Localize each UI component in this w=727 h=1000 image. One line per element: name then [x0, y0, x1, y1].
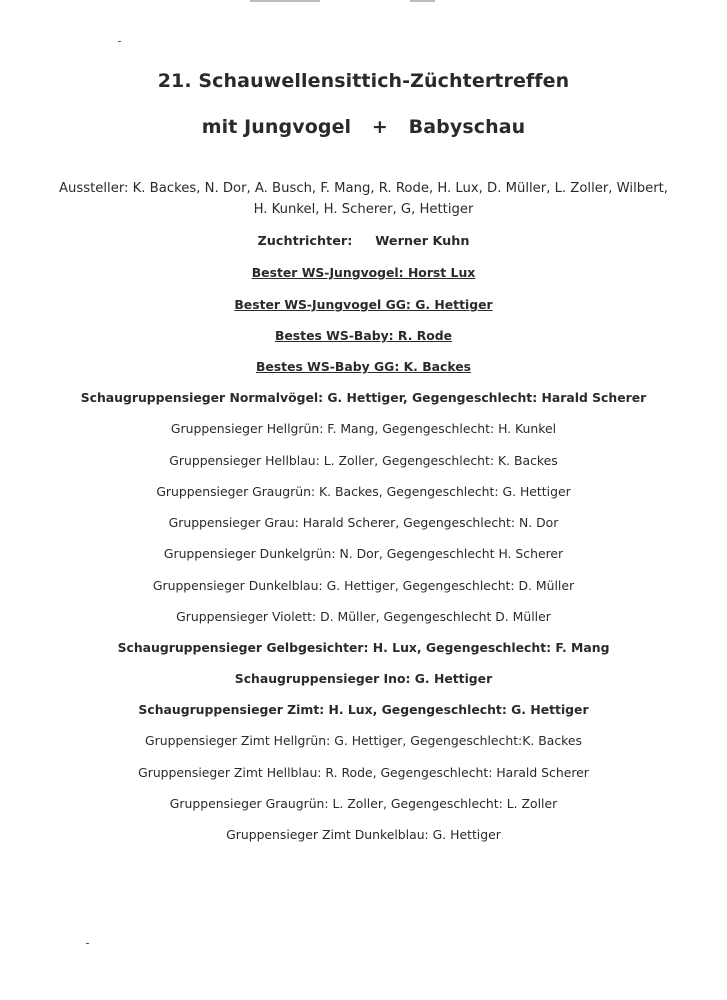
award-line: Schaugruppensieger Normalvögel: G. Hettiger, Gegengeschlecht: Harald Scherer — [80, 390, 647, 405]
scan-mark — [250, 0, 320, 2]
award-line: Gruppensieger Dunkelgrün: N. Dor, Gegengeschlecht H. Scherer — [163, 546, 564, 561]
award-line: Bester WS-Jungvogel: Horst Lux — [251, 265, 476, 280]
award-line: Gruppensieger Hellgrün: F. Mang, Gegengeschlecht: H. Kunkel — [170, 421, 557, 436]
document-subtitle — [0, 116, 727, 138]
scan-speck — [86, 943, 89, 944]
judge-name: Werner Kuhn — [375, 234, 470, 249]
award-line: Bestes WS-Baby GG: K. Backes — [255, 359, 472, 374]
scan-mark — [410, 0, 435, 2]
subtitle-right: Babyschau — [408, 116, 526, 138]
judge-label: Zuchtrichter: — [257, 234, 353, 249]
award-line: Gruppensieger Graugrün: L. Zoller, Gegengeschlecht: L. Zoller — [169, 796, 558, 811]
award-line: Bester WS-Jungvogel GG: G. Hettiger — [234, 297, 493, 312]
exhibitors-line-2: H. Kunkel, H. Scherer, G, Hettiger — [253, 202, 474, 217]
document-title: 21. Schauwellensittich-Züchtertreffen — [157, 70, 570, 92]
award-line: Gruppensieger Dunkelblau: G. Hettiger, Gegengeschlecht: D. Müller — [152, 578, 575, 593]
award-line: Gruppensieger Hellblau: L. Zoller, Gegengeschlecht: K. Backes — [169, 453, 558, 468]
award-line: Bestes WS-Baby: R. Rode — [274, 328, 453, 343]
award-line: Gruppensieger Zimt Dunkelblau: G. Hettiger — [226, 827, 501, 842]
award-line: Gruppensieger Zimt Hellgrün: G. Hettiger, Gegengeschlecht:K. Backes — [145, 733, 582, 748]
award-line: Gruppensieger Violett: D. Müller, Gegengeschlecht D. Müller — [176, 609, 551, 624]
award-line: Schaugruppensieger Gelbgesichter: H. Lux, Gegengeschlecht: F. Mang — [117, 640, 610, 655]
award-line: Schaugruppensieger Ino: G. Hettiger — [234, 671, 493, 686]
judge-line — [0, 234, 727, 249]
scan-speck — [118, 41, 121, 42]
subtitle-plus: + — [371, 116, 388, 138]
award-line: Gruppensieger Zimt Hellblau: R. Rode, Gegengeschlecht: Harald Scherer — [138, 765, 589, 780]
subtitle-left: mit Jungvogel — [201, 116, 352, 138]
exhibitors-line-1: Aussteller: K. Backes, N. Dor, A. Busch, F. Mang, R. Rode, H. Lux, D. Müller, L. Zoller, Wilbert, — [58, 181, 669, 196]
award-line: Gruppensieger Grau: Harald Scherer, Gegengeschlecht: N. Dor — [168, 515, 559, 530]
award-line: Schaugruppensieger Zimt: H. Lux, Gegengeschlecht: G. Hettiger — [138, 702, 589, 717]
award-line: Gruppensieger Graugrün: K. Backes, Gegengeschlecht: G. Hettiger — [156, 484, 571, 499]
